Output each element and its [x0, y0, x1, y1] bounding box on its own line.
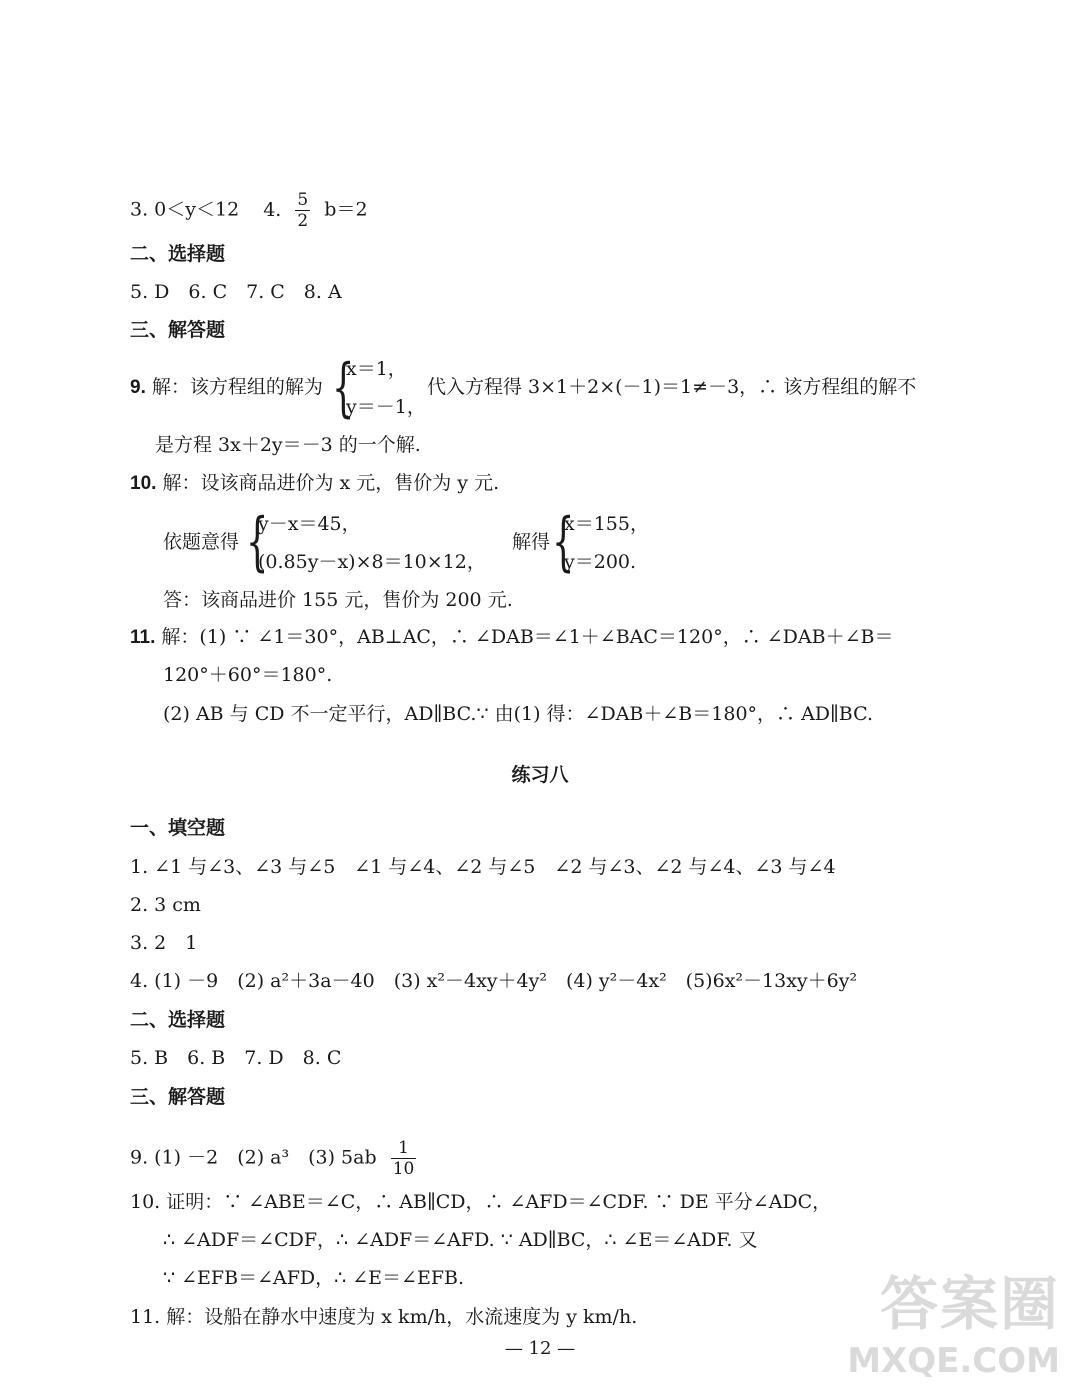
q9-system-eq1: x＝1， — [346, 358, 407, 380]
q11-line1 — [130, 625, 893, 650]
section-heading-fill: 一、填空题 — [130, 817, 226, 839]
q9-system-eq2: y＝－1， — [346, 396, 426, 418]
fill-answer-1: 1. ∠1 与∠3、∠3 与∠5 ∠1 与∠4、∠2 与∠5 ∠2 与∠3、∠2 与∠4、∠3 与∠4 — [130, 856, 836, 878]
fraction-denominator: 10 — [392, 1159, 415, 1179]
fraction-denominator: 2 — [297, 211, 309, 231]
q9-answers-text: 9. (1) －2 (2) a³ (3) 5ab — [130, 1146, 377, 1169]
section-heading-choice: 二、选择题 — [130, 243, 226, 265]
watermark-url: MXQE.COM — [847, 1341, 1060, 1381]
q10-proof-line1: 10. 证明：∵ ∠ABE＝∠C，∴ AB∥CD，∴ ∠AFD＝∠CDF. ∵ DE 平分∠ADC， — [130, 1191, 832, 1213]
q10-line1 — [130, 471, 499, 496]
q10-answer: 答：该商品进价 155 元，售价为 200 元. — [163, 589, 513, 611]
q10-according: 依题意得 — [163, 531, 240, 553]
q10-solve: 解得 — [512, 531, 551, 553]
q11-text: 解：(1) ∵ ∠1＝30°，AB⊥AC，∴ ∠DAB＝∠1＋∠BAC＝120°，∴ ∠DAB＋∠B＝ — [161, 626, 894, 648]
q10-solution-y: y＝200. — [564, 551, 637, 573]
q11-number: 11. — [130, 627, 156, 648]
q9-line1-lead — [130, 375, 323, 400]
q11-line2: 120°＋60°＝180°. — [163, 664, 333, 686]
q10-proof-line3: ∵ ∠EFB＝∠AFD，∴ ∠E＝∠EFB. — [163, 1267, 465, 1289]
q10-solution — [564, 505, 649, 581]
watermark-logo-text: 答案圈 — [879, 1270, 1060, 1338]
answer-4-label: 4. — [263, 198, 282, 221]
fraction-numerator: 5 — [297, 190, 309, 210]
brace-icon: { — [552, 505, 575, 579]
fraction-1-10 — [391, 1138, 417, 1179]
brace-icon: { — [246, 505, 269, 579]
q10-text: 解：设该商品进价为 x 元，售价为 y 元. — [162, 472, 500, 494]
section-title: 练习八 — [511, 764, 569, 786]
answer-3: 3. 0＜y＜12 — [130, 198, 240, 221]
q10-proof-line2: ∴ ∠ADF＝∠CDF，∴ ∠ADF＝∠AFD. ∵ AD∥BC，∴ ∠E＝∠ADF. 又 — [163, 1229, 758, 1251]
q10-system-eq1: y－x＝45， — [258, 513, 361, 535]
q9-number: 9. — [130, 377, 146, 398]
q9-system — [346, 350, 426, 426]
answer-4-b: b＝2 — [324, 198, 368, 221]
q9-answers — [130, 1138, 424, 1179]
fraction-5-2 — [295, 190, 310, 231]
section-heading-solutions: 三、解答题 — [130, 319, 226, 341]
q11-line3: (2) AB 与 CD 不一定平行，AD∥BC.∵ 由(1) 得：∠DAB＋∠B＝180°，∴ AD∥BC. — [163, 703, 874, 725]
q9-line1-tail: 代入方程得 3×1＋2×(－1)＝1≠－3，∴ 该方程组的解不 — [427, 376, 917, 398]
choice-answers: 5. D 6. C 7. C 8. A — [130, 281, 342, 303]
section-heading-choice: 二、选择题 — [130, 1009, 226, 1031]
q10-system — [258, 505, 486, 581]
answer-line-3-4 — [130, 190, 368, 231]
brace-icon: { — [332, 351, 355, 425]
q10-number: 10. — [130, 473, 157, 494]
fill-answer-2: 2. 3 cm — [130, 894, 201, 916]
q9-line2: 是方程 3x＋2y＝－3 的一个解. — [155, 434, 421, 456]
section-heading-solutions: 三、解答题 — [130, 1086, 226, 1108]
fill-answer-3: 3. 2 1 — [130, 932, 198, 954]
q9-text: 解：该方程组的解为 — [151, 376, 323, 398]
watermark-logo — [847, 1257, 1060, 1381]
page-number: — 12 — — [504, 1338, 576, 1359]
q10-solution-x: x＝155， — [564, 513, 649, 535]
q11-setup: 11. 解：设船在静水中速度为 x km/h，水流速度为 y km/h. — [130, 1306, 638, 1328]
q10-system-eq2: (0.85y－x)×8＝10×12， — [258, 551, 486, 573]
choice-answers: 5. B 6. B 7. D 8. C — [130, 1047, 342, 1069]
fill-answer-4: 4. (1) －9 (2) a²＋3a－40 (3) x²－4xy＋4y² (4) y²－4x² (5)6x²－13xy＋6y² — [130, 970, 858, 992]
fraction-numerator: 1 — [391, 1138, 417, 1159]
